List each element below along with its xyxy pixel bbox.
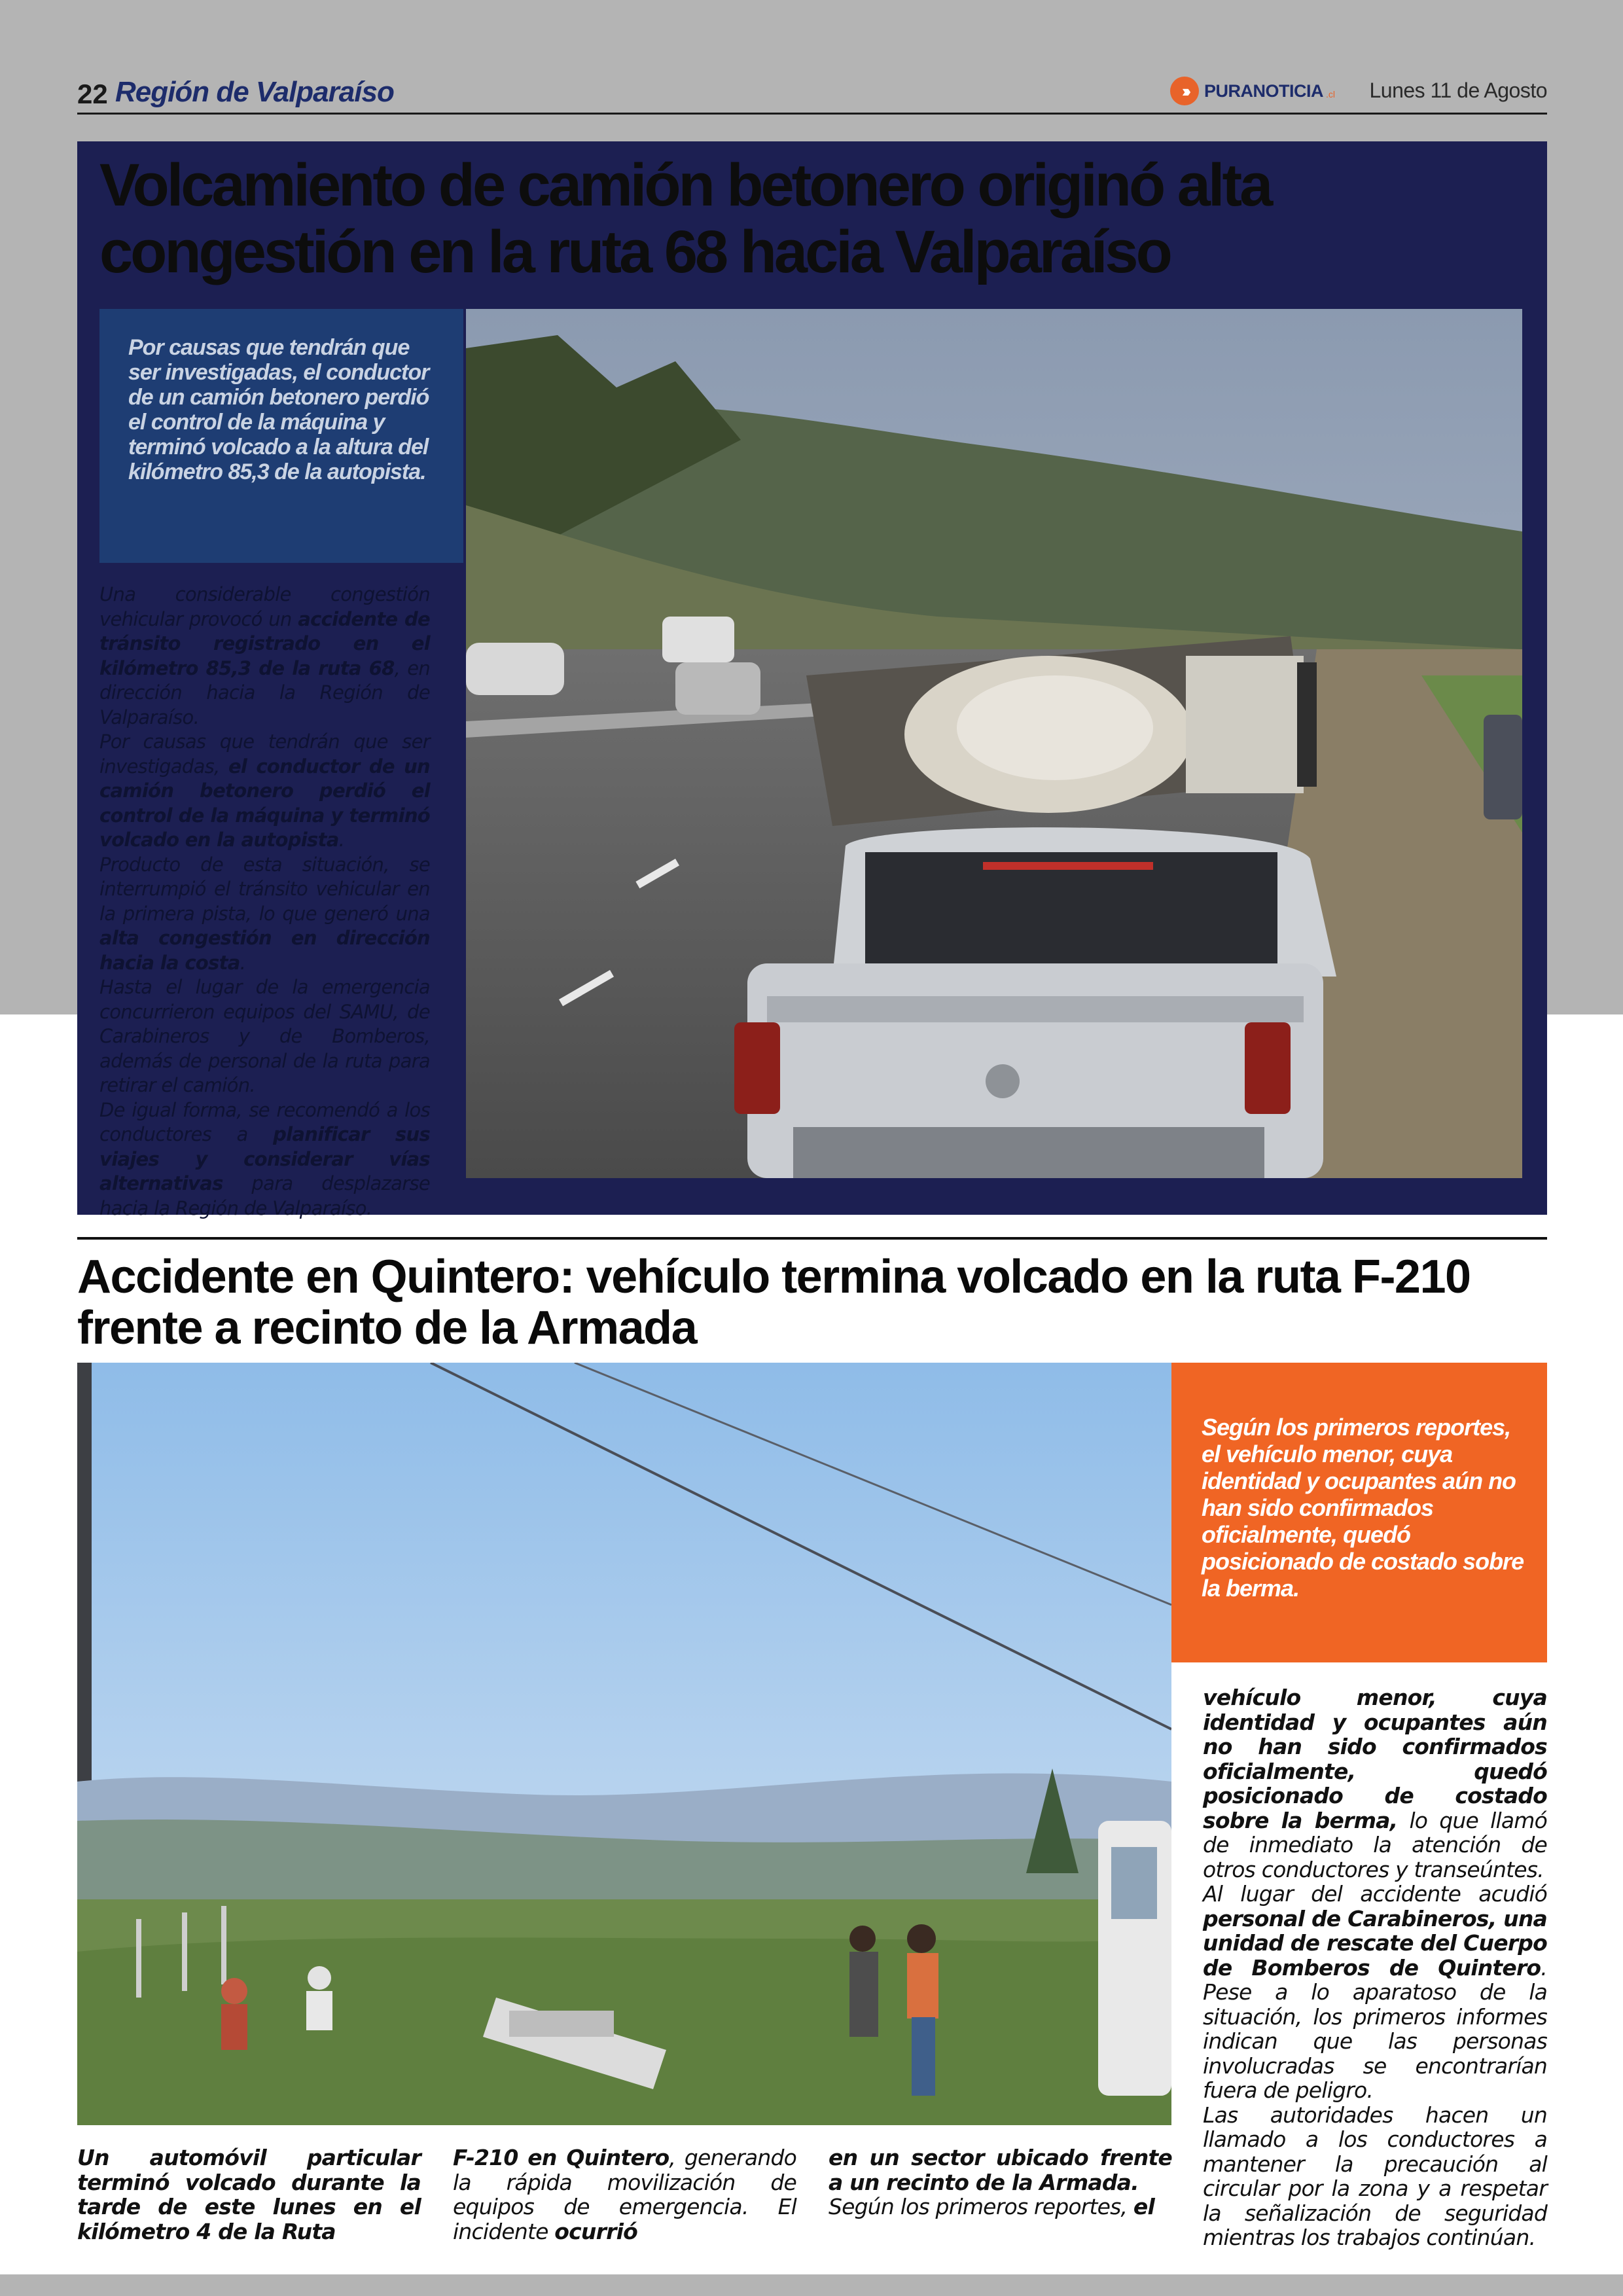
body-bold: accidente de tránsito registrado en el kilómetro 85,3 de la ruta 68 bbox=[99, 607, 430, 679]
body-bold: vehículo menor, cuya identidad y ocupantes aún no han sido confirmados oficialmente, quedó posicionado de costado sobre la berma, bbox=[1203, 1685, 1547, 1833]
article2-paragraph: Las autoridades hacen un llamado a los conductores a mantener la precaución al circular por la zona y a respetar la señalización de seguridad mientras los trabajos continúan. bbox=[1203, 2102, 1547, 2250]
article1-headline: Volcamiento de camión betonero originó alta congestión en la ruta 68 hacia Valparaíso bbox=[99, 152, 1271, 285]
body-text: Una considerable congestión vehicular provocó un bbox=[99, 583, 430, 630]
article2-column-2 bbox=[453, 2145, 796, 2244]
article2-paragraph bbox=[829, 2195, 1172, 2219]
page-number: 22 bbox=[77, 79, 108, 109]
body-text: . Pese a lo aparatoso de la situación, los primeros informes indican que las personas involucradas se encontrarían fuera de peligro. bbox=[1203, 1954, 1547, 2103]
article2-divider bbox=[77, 1237, 1547, 1240]
issue-date: Lunes 11 de Agosto bbox=[1369, 79, 1547, 102]
article2-paragraph bbox=[1203, 1685, 1547, 1882]
body-text: para desplazarse hacia la Región de Valparaíso. bbox=[99, 1172, 430, 1219]
body-bold: el conductor de un camión betonero perdió el control de la máquina y terminó volcado en la autopista bbox=[99, 755, 430, 851]
article1-photo-overturned-truck bbox=[466, 309, 1522, 1178]
body-bold: ocurrió bbox=[554, 2218, 637, 2244]
article2-column-4 bbox=[1203, 1685, 1547, 2250]
article2-column-3 bbox=[829, 2145, 1172, 2219]
article1-paragraph bbox=[99, 1098, 430, 1221]
puranoticia-logo bbox=[1170, 76, 1335, 106]
body-text: Producto de esta situación, se interrumpió el tránsito vehicular en la primera pista, lo que generó una bbox=[99, 853, 430, 925]
header-divider bbox=[77, 113, 1547, 115]
article1-body bbox=[99, 583, 430, 1221]
article1-paragraph bbox=[99, 583, 430, 730]
article2-paragraph bbox=[1203, 1882, 1547, 2103]
article1-paragraph bbox=[99, 730, 430, 853]
body-bold: F-210 en Quintero bbox=[453, 2145, 669, 2170]
body-bold: personal de Carabineros, una unidad de rescate del Cuerpo de Bomberos de Quintero bbox=[1203, 1905, 1547, 1981]
article1-paragraph: Hasta el lugar de la emergencia concurrieron equipos del SAMU, de Carabineros y de Bomberos, además de personal de la ruta para retirar el camión. bbox=[99, 976, 430, 1096]
body-text: De igual forma, se recomendó a los conductores a bbox=[99, 1098, 430, 1145]
article1-summary: Por causas que tendrán que ser investigadas, el conductor de un camión betonero perdió el control de la máquina y terminó volcado a la altura del kilómetro 85,3 de la autopista. bbox=[128, 335, 429, 484]
body-text: , en dirección hacia la Región de Valparaíso. bbox=[99, 656, 431, 728]
article2-paragraph bbox=[829, 2145, 1172, 2195]
body-text: Al lugar del accidente acudió bbox=[1203, 1881, 1547, 1907]
body-text: Según los primeros reportes, bbox=[829, 2194, 1133, 2219]
body-text: . bbox=[240, 951, 246, 974]
body-bold: el bbox=[1133, 2194, 1155, 2219]
body-bold: en un sector ubicado frente a un recinto de la Armada. bbox=[829, 2145, 1172, 2195]
logo-chevrons-icon: ››› bbox=[1170, 77, 1199, 105]
body-bold: alta congestión en dirección hacia la costa bbox=[99, 927, 430, 974]
logo-suffix: .cl bbox=[1326, 89, 1335, 99]
article2-paragraph bbox=[453, 2145, 796, 2244]
article2-column-1 bbox=[77, 2145, 421, 2244]
article2-summary: Según los primeros reportes, el vehículo menor, cuya identidad y ocupantes aún no han sido confirmados oficialmente, quedó posicionado de costado sobre la berma. bbox=[1202, 1414, 1524, 1602]
body-bold: planificar sus viajes y considerar vías alternativas bbox=[99, 1123, 430, 1194]
logo-text: PURANOTICIA bbox=[1204, 81, 1323, 101]
article2-headline: Accidente en Quintero: vehículo termina volcado en la ruta F-210 frente a recinto de la Armada bbox=[77, 1251, 1471, 1354]
body-text: lo que llamó de inmediato la atención de otros conductores y transeúntes. bbox=[1203, 1807, 1547, 1882]
body-text: . bbox=[338, 829, 345, 851]
body-text: , generando la rápida movilización de equipos de emergencia. El incidente bbox=[453, 2145, 796, 2244]
article2-photo-overturned-car bbox=[77, 1363, 1171, 2125]
article2-paragraph bbox=[77, 2145, 421, 2244]
section-title: Región de Valparaíso bbox=[115, 76, 394, 108]
article1-paragraph bbox=[99, 853, 430, 976]
body-bold: Un automóvil particular terminó volcado durante la tarde de este lunes en el kilómetro 4 de la Ruta bbox=[77, 2145, 421, 2244]
page-background-bottom bbox=[0, 2274, 1623, 2296]
body-text: Por causas que tendrán que ser investigadas, bbox=[99, 730, 430, 778]
